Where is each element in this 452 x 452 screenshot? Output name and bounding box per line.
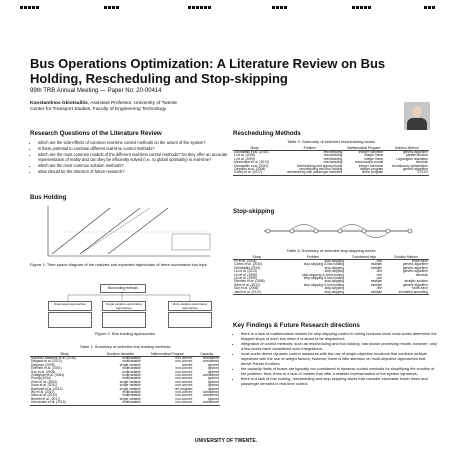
table-cell: Sanchez-Martinez et al. (2016) xyxy=(31,356,77,360)
table-row xyxy=(30,401,220,405)
table-cell: single variable xyxy=(119,379,141,384)
table-cell: stop-skipping xyxy=(324,259,345,263)
bus-holding-heading: Bus Holding xyxy=(30,194,67,201)
table-header: Study xyxy=(30,352,99,357)
partner-logo-3 xyxy=(188,6,211,9)
table-3-caption: Table 3: Summary of selected stop-skipping works xyxy=(286,248,376,253)
list-item: • which are the side-effects of common real-time control methods on the actors of the system? xyxy=(38,140,228,145)
table-cell: non-convex xyxy=(175,383,193,388)
table-cell: non-convex xyxy=(175,373,193,378)
table-cell: genetic algorithm xyxy=(402,282,428,287)
list-item: • the capacity limits of buses are typically not considered in dynamic control methods for simplifying the solution of the problem; thus, there is a lack of models that offer a realistic representation of the system dynamics; xyxy=(241,367,437,376)
table-cell: Fu et al. (2003) xyxy=(234,259,257,263)
tree-child-rule-based: Rule-based approaches xyxy=(48,301,92,311)
bus-holding-table xyxy=(30,352,220,406)
rescheduling-table xyxy=(233,146,429,176)
table-cell: CPLEX xyxy=(384,171,429,175)
conference-subtitle: 99th TRB Annual Meeting — Paper No: 20-00414 xyxy=(30,88,162,94)
table-cell: Lagrangian relaxation xyxy=(396,156,428,161)
table-cell: considered xyxy=(193,401,220,405)
table-cell: Coffey et al. (2017) xyxy=(233,171,276,175)
table-cell: Gkiotsalitis et al. (2018) xyxy=(234,150,269,154)
table-cell: Liu et al. (2013) xyxy=(234,269,257,274)
table-cell: Bartholdi et al. (2012) xyxy=(31,386,63,391)
table-header: Study xyxy=(233,255,281,260)
tree-detail-1 xyxy=(48,312,92,328)
partner-logo-4 xyxy=(272,6,287,9)
tree-connectors xyxy=(40,291,215,301)
table-cell: rescheduling and bus holding xyxy=(299,167,343,172)
table-cell: stop-skipping & bus holding xyxy=(303,276,345,281)
table-cell: Gkiotsalitis (2019) xyxy=(234,265,261,270)
table-cell: multiple xyxy=(370,265,383,270)
table-cell: brute-force xyxy=(412,286,428,291)
tree-root: Bus holding methods xyxy=(100,284,146,293)
table-cell: Cortes et al. (2010) xyxy=(234,262,263,267)
list-item: • there is a lack of bus holding, rescheduling and stop-skipping works that consider stochastic travel times and passenger demand in real-time control. xyxy=(241,377,437,386)
table-cell: Sáez et al. (2012) xyxy=(31,393,58,398)
table-cell: Daganzo (2009) xyxy=(31,362,55,367)
table-header: Problem xyxy=(281,255,345,260)
table-cell: evolutionary optimization xyxy=(391,163,428,168)
partner-logo-2 xyxy=(104,6,119,9)
table-cell: Mesinoskei et al. (2013) xyxy=(234,160,270,165)
table-cell: non-convex xyxy=(175,366,193,371)
table-cell: genetic algorithm xyxy=(402,265,428,270)
logo-strip xyxy=(12,6,440,22)
table-cell: Sun et al. (2008) xyxy=(31,369,56,374)
table-cell: non-convex xyxy=(175,390,193,395)
table-cell: Lin et al. (1995) xyxy=(234,272,257,277)
rescheduling-heading: Rescheduling Methods xyxy=(233,130,301,137)
table-cell: considered xyxy=(202,373,219,378)
poster-title: Bus Operations Optimization: A Literature Review on Bus Holding, Rescheduling and Stop-skipping xyxy=(30,56,386,86)
table-cell: ignored xyxy=(208,396,219,401)
stop-skipping-diagram xyxy=(258,218,418,244)
table-cell: rescheduling xyxy=(323,156,343,161)
table-cell: Jamili et al. (2012) xyxy=(233,291,281,295)
table-cell: single variable xyxy=(119,396,141,401)
table-cell: stop-skipping xyxy=(324,279,345,284)
table-cell: convex xyxy=(181,362,193,367)
tree-child-single-variable: Single variable optimization approaches xyxy=(102,301,146,311)
list-item: • which are the most common solution methods? xyxy=(38,163,228,168)
table-cell: Li et al. (2009) xyxy=(234,156,256,161)
table-cell: linear program xyxy=(343,171,384,175)
author-name: Konstantinos Gkiotsalitis xyxy=(30,101,88,106)
table-cell: genetic algorithm xyxy=(402,262,428,267)
tree-detail-3 xyxy=(168,312,212,328)
table-cell: ignored xyxy=(208,383,219,388)
table-cell: integer linear xyxy=(364,156,384,161)
table-cell: Sun et al. (2005) xyxy=(234,286,259,291)
table-cell: stop-skipping xyxy=(281,291,345,295)
table-cell: stop-skipping & bus holding xyxy=(303,282,345,287)
table-cell: multiple xyxy=(370,262,383,267)
table-cell: considered xyxy=(202,393,219,398)
table-cell: stop-skipping xyxy=(324,286,345,291)
table-cell: Zhao et al. (2003) xyxy=(31,379,58,384)
table-cell: non-convex xyxy=(175,396,193,401)
author-photo xyxy=(404,102,430,130)
table-cell: single variable xyxy=(119,383,141,388)
table-cell: Berrebi et al. (2017) xyxy=(31,396,61,401)
table-header: Mathematical Program xyxy=(343,146,384,151)
table-header: Solution Method xyxy=(384,146,429,151)
table-cell: rescheduling xyxy=(323,160,343,165)
partner-logo-1 xyxy=(20,6,39,9)
table-cell: multivariable xyxy=(122,369,141,374)
table-cell: stop-skipping & bus holding xyxy=(303,262,345,267)
table-cell: ignored xyxy=(208,379,219,384)
table-cell: Puong (2004) xyxy=(31,376,51,381)
table-cell: ignored xyxy=(208,362,219,367)
table-cell: ignored xyxy=(208,369,219,374)
table-cell: multiple xyxy=(345,291,383,295)
time-space-diagram xyxy=(40,204,215,260)
university-logo: UNIVERSITY OF TWENTE. xyxy=(194,438,258,444)
table-cell: macroscopic model xyxy=(354,160,384,165)
table-cell: Wu et al. (2017) xyxy=(31,390,55,395)
table-cell: parallel auction xyxy=(405,153,428,158)
research-questions-list xyxy=(30,140,228,175)
table-row xyxy=(233,291,429,295)
table-cell: rescheduling xyxy=(323,150,343,154)
stop-skipping-heading: Stop-skipping xyxy=(233,208,275,215)
table-cell: Delgado et al. (2012) xyxy=(31,359,62,364)
table-cell: integer program xyxy=(360,167,384,172)
table-header: Mathematical Program xyxy=(142,352,194,357)
table-cell: considered xyxy=(202,356,219,360)
table-cell: Eberlein et al. (1998) xyxy=(234,279,265,284)
table-cell: stop-skipping & short-turning xyxy=(302,272,345,277)
table-header: Decision Variables xyxy=(99,352,142,357)
table-cell: ignored xyxy=(208,366,219,371)
table-cell: one xyxy=(376,286,383,291)
table-cell: non-convex xyxy=(142,401,194,405)
table-row xyxy=(233,171,429,175)
table-cell: rescheduling with passenger transfers xyxy=(276,171,343,175)
table-cell: multivariable xyxy=(122,376,141,381)
table-cell: stop-skipping xyxy=(324,269,345,274)
table-cell: Sáez et al. (2012) xyxy=(234,282,261,287)
list-item: • integration of control methods, such as rescheduling and bus holding, has shown promising results; however, only a few works have considered such integrations; xyxy=(241,342,437,351)
table-cell: multivariable xyxy=(122,393,141,398)
table-cell: single variable xyxy=(119,362,141,367)
table-header: Capacity xyxy=(193,352,220,357)
list-item: • what should be the direction of future research? xyxy=(38,169,228,174)
figure-1-caption: Figure 1: Time-space diagram of the realized and expected trajectories of three successive bus trips xyxy=(30,262,207,267)
table-cell: multivariable xyxy=(99,401,142,405)
table-cell: brute-force xyxy=(412,259,428,263)
table-cell: multivariable xyxy=(122,359,141,364)
table-cell: one xyxy=(376,259,383,263)
table-cell: heuristic xyxy=(415,272,428,277)
figure-2-caption: Figure 2: Bus holding approaches xyxy=(95,331,155,336)
table-cell: non-convex xyxy=(175,356,193,360)
table-cell: Eberlein et al. (2001) xyxy=(31,366,62,371)
table-cell: rescheduling xyxy=(323,153,343,158)
tree-detail-2 xyxy=(102,312,146,328)
research-questions-heading: Research Questions of the Literature Review xyxy=(30,130,162,137)
table-cell: one xyxy=(376,272,383,277)
table-cell: Gkiotsalitis et al. (2019) xyxy=(234,163,269,168)
author-role: , Assistant Professor, University of Twente xyxy=(87,101,178,106)
table-cell: multivariable xyxy=(122,390,141,395)
table-cell: considered xyxy=(202,359,219,364)
table-cell: multivariable xyxy=(122,356,141,360)
table-cell: Xuan et al. (2011) xyxy=(31,383,57,388)
table-2-caption: Table 2: Summary of selected rescheduling works xyxy=(286,139,376,144)
affiliation: Center for Transport Studies, Faculty of Engineering Technology xyxy=(30,107,167,112)
table-cell: genetic algorithm xyxy=(402,269,428,274)
table-cell: rescheduling and signal priority xyxy=(296,163,343,168)
author-line xyxy=(30,101,177,106)
table-cell: multiple xyxy=(370,279,383,284)
table-cell: integer linear xyxy=(364,153,384,158)
table-cell: ignored xyxy=(208,386,219,391)
table-cell: analytic solution xyxy=(404,279,428,284)
table-cell: genetic algorithm xyxy=(402,167,428,172)
list-item: • most works derive dynamic control measures with the use of single-objective functions that combine multiple objectives with the use of weight factors; however, there is little attention on multi-objective approaches that derive Pareto frontiers; xyxy=(241,352,437,366)
table-cell: multiple xyxy=(370,282,383,287)
table-cell: non-convex xyxy=(175,376,193,381)
table-cell: integer nonlinear xyxy=(358,163,384,168)
list-item: • which are the most common models of the different real-time control methods? Do they offer an accurate representation of reality and can they be efficiently solved (i.e., to global optimality) in real-time? xyxy=(38,152,228,162)
table-header: Study xyxy=(233,146,276,151)
table-cell: one xyxy=(376,269,383,274)
list-item: • is there potential to combine different real-time control methods? xyxy=(38,146,228,151)
findings-heading: Key Findings & Future Research directions xyxy=(233,322,360,329)
findings-list xyxy=(233,332,437,388)
table-cell: multivariable xyxy=(122,373,141,378)
table-1-caption: Table 1: Summary of selected bus holding methods xyxy=(79,344,171,349)
table-cell: Li et al. (2008) xyxy=(234,153,256,158)
table-cell: Lin et al. (1995) xyxy=(234,276,257,281)
table-cell: Ceballos et al. (2006) xyxy=(234,167,266,172)
table-cell: considered xyxy=(202,390,219,395)
table-cell: non-convex xyxy=(175,379,193,384)
table-header: Solution Method xyxy=(383,255,429,260)
table-cell: heuristic xyxy=(415,160,428,165)
table-cell: non-convex xyxy=(175,359,193,364)
table-cell: single variable xyxy=(119,386,141,391)
partner-logo-6 xyxy=(424,6,435,9)
table-cell: stop-skipping xyxy=(324,265,345,270)
table-cell: non-convex xyxy=(175,393,193,398)
table-header: Considered trips xyxy=(345,255,383,260)
table-cell: non-convex xyxy=(175,369,193,374)
table-cell: multivariable xyxy=(122,366,141,371)
table-cell: one xyxy=(376,276,383,281)
tree-child-multi-variable: Multi-variable optimization approaches xyxy=(168,301,212,311)
table-cell: not program xyxy=(174,386,193,391)
stop-skipping-table xyxy=(233,255,429,295)
table-cell: Zolfaghari et al. (2004) xyxy=(31,373,65,378)
table-cell: genetic algorithm xyxy=(402,150,428,154)
table-cell: integer nonlinear xyxy=(358,150,384,154)
partner-logo-5 xyxy=(352,6,371,9)
list-item: • there is a lack of mathematical models for stop-skipping control in rolling horizons since most works determine the skipped stops of each bus when it is about to be dispatched; xyxy=(241,332,437,341)
table-cell: Hernández et al. (2015) xyxy=(30,401,99,405)
table-cell: simulated annealing xyxy=(383,291,429,295)
table-header: Problem xyxy=(276,146,343,151)
table-cell: ignored xyxy=(208,376,219,381)
